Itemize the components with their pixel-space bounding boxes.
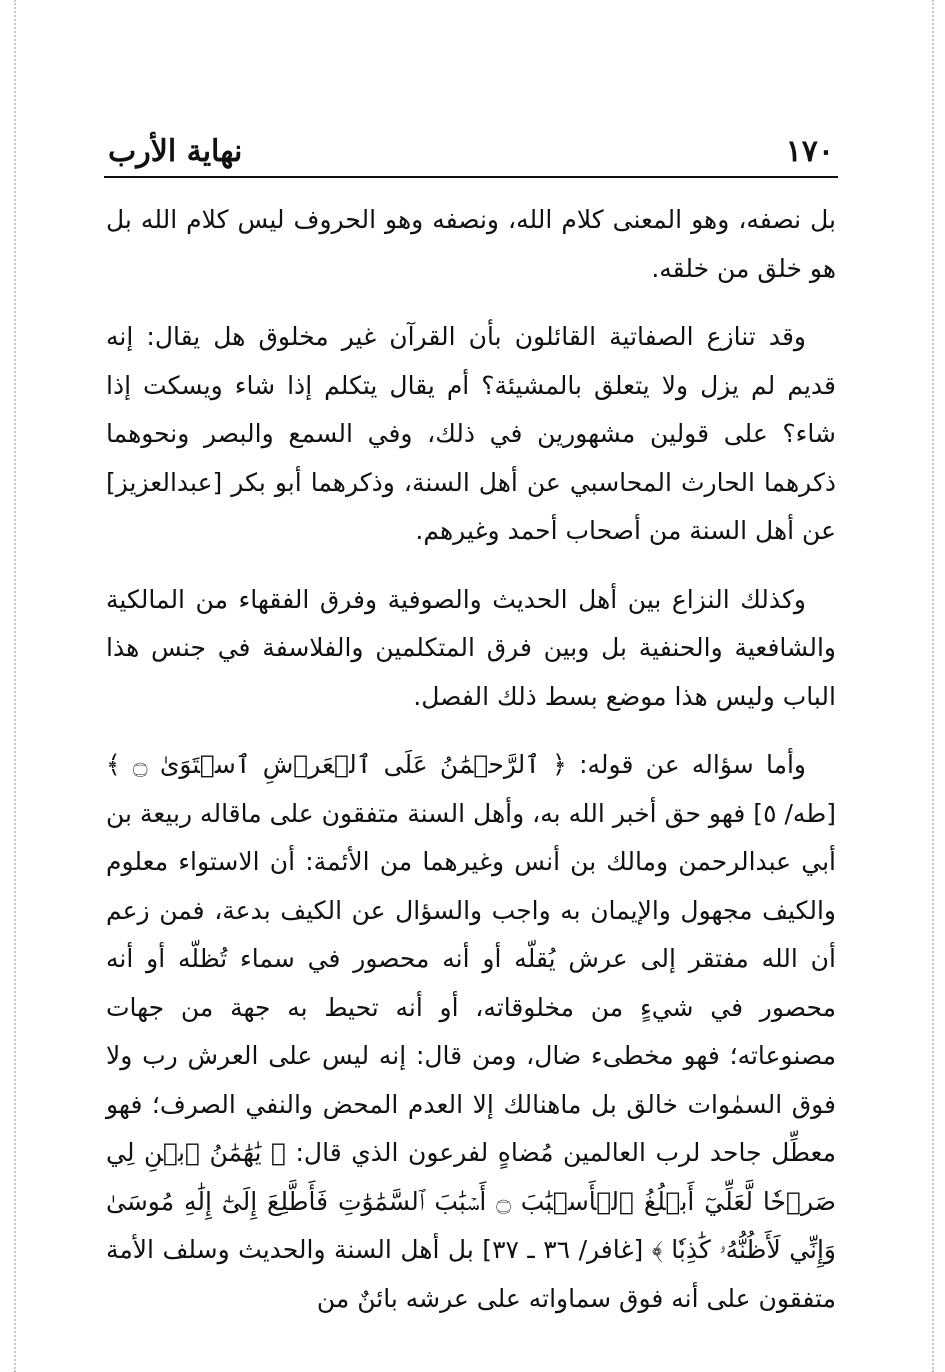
paragraph-4: وأما سؤاله عن قوله: ﴿ ٱلرَّحۡمَٰنُ عَلَى ٱلۡعَرۡشِ ٱسۡتَوَىٰ ۝ ﴾ [طه/ ٥] فهو حق أخبر الله به، وأهل السنة متفقون على ماقاله ربيعة بن أبي عبدالرحمن ومالك بن أنس وغيرهما من الأئمة: أن الاستواء معلوم والكيف مجهول والإيمان به واجب والسؤال عن الكيف بدعة، فمن زعم أن الله مفتقر إلى عرش يُقلّه أو أنه محصور في سماء تُظلّه أو أنه محصور في شيءٍ من مخلوقاته، أو أنه تحيط به جهة من جهات مصنوعاته؛ فهو مخطىء ضال، ومن قال: إنه ليس على العرش رب ولا فوق السمٰوات خالق بل ماهنالك إلا العدم المحض والنفي الصرف؛ فهو معطِّل جاحد لرب العالمين مُضاهٍ لفرعون الذي قال: ﴿ يَٰهَٰمَٰنُ ٱبۡنِ لِي صَرۡحٗا لَّعَلِّيٓ أَبۡلُغُ ٱلۡأَسۡبَٰبَ ۝ أَسۡبَٰبَ ٱلسَّمَٰوَٰتِ فَأَطَّلِعَ إِلَىٰٓ إِلَٰهِ مُوسَىٰ وَإِنِّي لَأَظُنُّهُۥ كَٰذِبٗا ﴾ [غافر/ ٣٦ ـ ٣٧] بل أهل السنة والحديث وسلف الأمة متفقون على أنه فوق سماواته على عرشه بائنٌ من [106, 750, 837, 1313]
page-header [108, 128, 834, 172]
paragraph-1: بل نصفه، وهو المعنى كلام الله، ونصفه وهو الحروف ليس كلام الله بل هو خلق من خلقه. [106, 205, 836, 283]
page-number: ١٧٠ [785, 134, 834, 169]
running-title: نهاية الأرب [108, 134, 243, 169]
scan-edge-left [14, 0, 16, 1372]
scan-edge-right [932, 0, 934, 1372]
paragraph-3: وكذلك النزاع بين أهل الحديث والصوفية وفرق الفقهاء من المالكية والشافعية والحنفية بل وبين فرق المتكلمين والفلاسفة في جنس هذا الباب وليس هذا موضع بسط ذلك الفصل. [106, 584, 836, 711]
header-divider [104, 176, 838, 178]
paragraph-2: وقد تنازع الصفاتية القائلون بأن القرآن غير مخلوق هل يقال: إنه قديم لم يزل ولا يتعلق بالمشيئة؟ أم يقال يتكلم إذا شاء ويسكت إذا شاء؟ على قولين مشهورين في ذلك، وفي السمع والبصر ونحوهما ذكرهما الحارث المحاسبي عن أهل السنة، وذكرهما أبو بكر [عبدالعزيز] عن أهل السنة من أصحاب أحمد وغيرهم. [106, 322, 836, 545]
body-text [106, 196, 836, 1343]
